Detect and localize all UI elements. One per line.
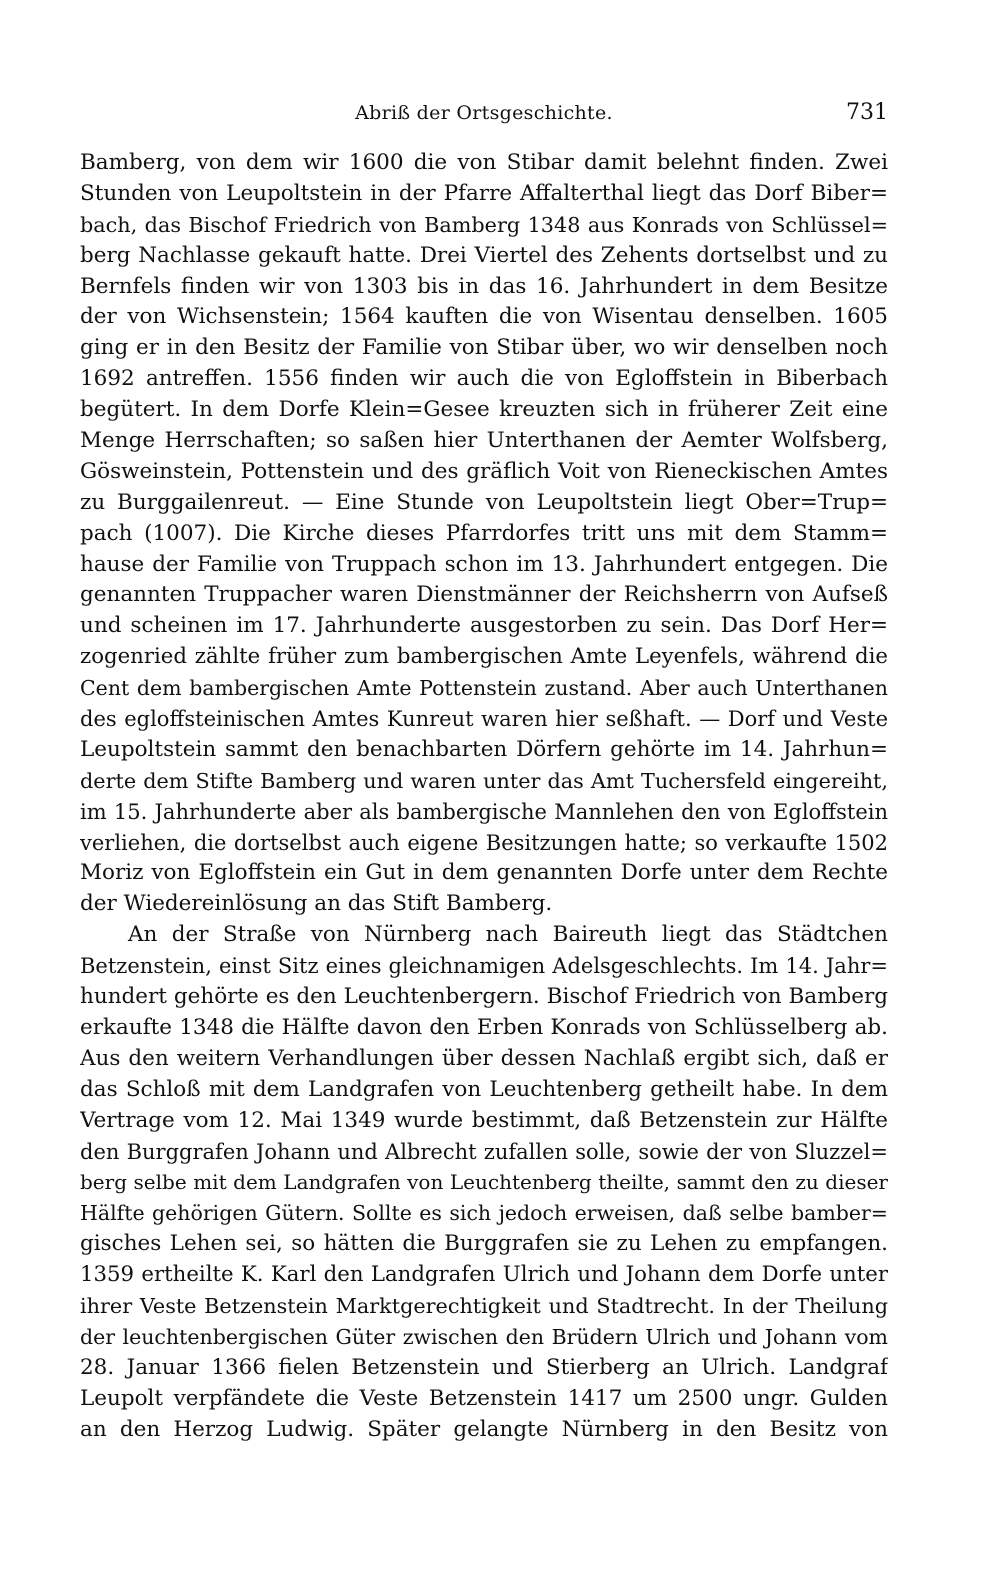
text-line: Betzenstein, einst Sitz eines gleichnamigen Adelsgeschlechts. Im 14. Jahr= [80,954,888,979]
text-line: und scheinen im 17. Jahrhunderte ausgestorben zu sein. Das Dorf Her= [80,613,888,639]
paragraph-2 [80,920,888,1445]
text-line: den Burggrafen Johann und Albrecht zufallen solle, sowie der von Sluzzel= [80,1139,888,1164]
text-line: Stunden von Leupoltstein in der Pfarre Affalterthal liegt das Dorf Biber= [80,180,888,206]
text-line: pach (1007). Die Kirche dieses Pfarrdorfes tritt uns mit dem Stamm= [80,520,888,546]
text-line: zogenried zählte früher zum bambergischen Amte Leyenfels, während die [80,644,888,670]
body-text [80,148,888,1445]
text-line: Bernfels finden wir von 1303 bis in das 16. Jahrhundert in dem Besitze [80,273,888,299]
text-line: ihrer Veste Betzenstein Marktgerechtigkeit und Stadtrecht. In der Theilung [80,1293,888,1318]
text-line: 1692 antreffen. 1556 finden wir auch die von Egloffstein in Biberbach [80,366,888,392]
text-line: verliehen, die dortselbst auch eigene Besitzungen hatte; so verkaufte 1502 [80,830,888,855]
text-line: bach, das Bischof Friedrich von Bamberg 1348 aus Konrads von Schlüssel= [80,212,888,237]
text-line: hause der Familie von Truppach schon im 13. Jahrhundert entgegen. Die [80,551,888,577]
text-line: 28. Januar 1366 fielen Betzenstein und Stierberg an Ulrich. Landgraf [80,1354,888,1380]
text-line: Hälfte gehörigen Gütern. Sollte es sich jedoch erweisen, daß selbe bamber= [80,1201,888,1226]
text-line: Bamberg, von dem wir 1600 die von Stibar damit belehnt finden. Zwei [80,150,888,175]
text-line: Gösweinstein, Pottenstein und des gräflich Voit von Rieneckischen Amtes [80,458,888,484]
text-line: begütert. In dem Dorfe Klein=Gesee kreuzten sich in früherer Zeit eine [80,397,888,423]
text-line: der Wiedereinlösung an das Stift Bamberg. [80,891,553,917]
text-line: das Schloß mit dem Landgrafen von Leuchtenberg getheilt habe. In dem [80,1076,888,1102]
text-line: derte dem Stifte Bamberg und waren unter das Amt Tuchersfeld eingereiht, [80,768,888,793]
paragraph-1 [80,148,888,920]
text-line: berg Nachlasse gekauft hatte. Drei Viertel des Zehents dortselbst und zu [80,242,888,268]
text-line: der leuchtenbergischen Güter zwischen den Brüdern Ulrich und Johann vom [80,1324,888,1349]
text-line: Menge Herrschaften; so saßen hier Unterthanen der Aemter Wolfsberg, [80,428,888,454]
text-line: 1359 ertheilte K. Karl den Landgrafen Ulrich und Johann dem Dorfe unter [80,1262,888,1288]
text-line: Vertrage vom 12. Mai 1349 wurde bestimmt, daß Betzenstein zur Hälfte [80,1107,888,1133]
text-line: Aus den weitern Verhandlungen über dessen Nachlaß ergibt sich, daß er [80,1045,888,1071]
text-line: genannten Truppacher waren Dienstmänner der Reichsherrn von Aufseß [80,582,888,608]
text-line: gisches Lehen sei, so hätten die Burggrafen sie zu Lehen zu empfangen. [80,1231,888,1257]
text-line: hundert gehörte es den Leuchtenbergern. Bischof Friedrich von Bamberg [80,984,888,1010]
text-line: Cent dem bambergischen Amte Pottenstein zustand. Aber auch Unterthanen [80,676,888,701]
text-line: Moriz von Egloffstein ein Gut in dem genannten Dorfe unter dem Rechte [80,860,888,886]
text-line: der von Wichsenstein; 1564 kauften die von Wisentau denselben. 1605 [80,304,888,330]
text-line: An der Straße von Nürnberg nach Baireuth liegt das Städtchen [128,922,888,948]
text-line: des egloffsteinischen Amtes Kunreut waren hier seßhaft. — Dorf und Veste [80,707,888,732]
text-line: im 15. Jahrhunderte aber als bambergische Mannlehen den von Egloffstein [80,799,888,824]
text-line: erkaufte 1348 die Hälfte davon den Erben Konrads von Schlüsselberg ab. [80,1014,888,1040]
text-line: ging er in den Besitz der Familie von Stibar über, wo wir denselben noch [80,335,888,361]
text-line: Leupoltstein sammt den benachbarten Dörfern gehörte im 14. Jahrhun= [80,736,888,762]
text-line: an den Herzog Ludwig. Später gelangte Nürnberg in den Besitz von [80,1416,888,1442]
text-line: Leupolt verpfändete die Veste Betzenstein 1417 um 2500 ungr. Gulden [80,1385,888,1411]
running-title: Abriß der Ortsgeschichte. [355,102,613,124]
text-line: berg selbe mit dem Landgrafen von Leuchtenberg theilte, sammt den zu dieser [80,1170,888,1195]
page-number: 731 [846,100,888,125]
running-head [80,102,888,132]
text-line: zu Burggailenreut. — Eine Stunde von Leupoltstein liegt Ober=Trup= [80,489,888,515]
